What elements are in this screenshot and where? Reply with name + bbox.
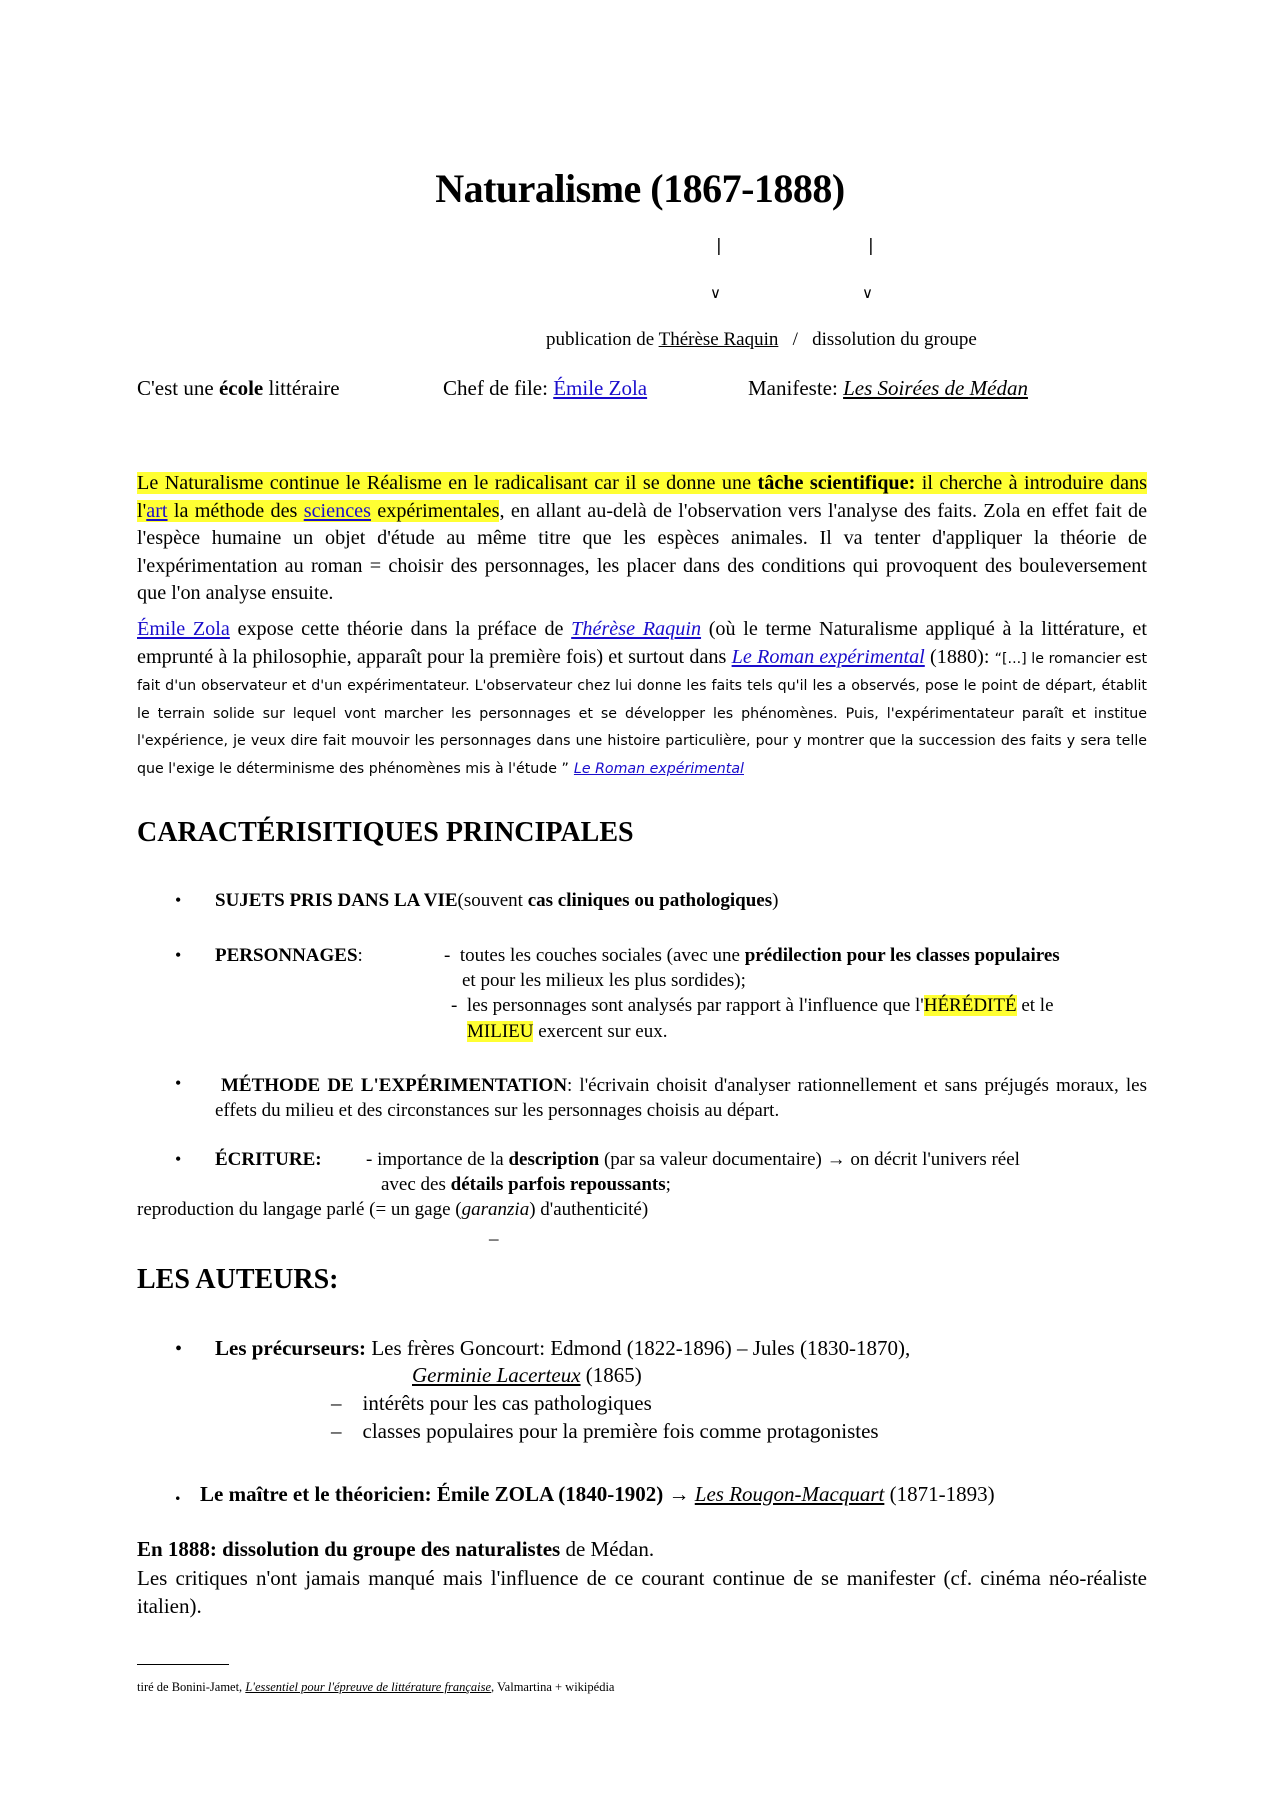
chief-name-link[interactable]: Émile Zola bbox=[553, 376, 648, 400]
intro-p2-c: (1880): bbox=[930, 645, 990, 668]
personnages-label bbox=[215, 945, 363, 967]
bullet-precurseurs: • bbox=[175, 1338, 183, 1360]
heredite-highlight: HÉRÉDITÉ bbox=[923, 995, 1017, 1016]
school-pre: C'est une bbox=[137, 376, 214, 400]
dash-b: – bbox=[331, 1419, 342, 1443]
timeline-caption bbox=[546, 329, 977, 351]
pers-l4-b: exercent sur eux. bbox=[538, 1021, 668, 1042]
germinie-year: (1865) bbox=[585, 1363, 642, 1387]
ecr-l1-b: (par sa valeur documentaire) → on décrit l'univers réel bbox=[603, 1149, 1020, 1170]
chief-label: Chef de file: bbox=[443, 376, 548, 400]
timeline-separator: / bbox=[792, 329, 798, 350]
dash-a: – bbox=[331, 1391, 342, 1415]
precurseurs-d1: intérêts pour les cas pathologiques bbox=[362, 1391, 652, 1415]
conclusion-text: Les critiques n'ont jamais manqué mais l'influence de ce courant continue de se manifester (cf. cinéma néo-réaliste italien). bbox=[137, 1566, 1147, 1618]
footnote bbox=[137, 1680, 614, 1695]
chief-info bbox=[443, 376, 647, 401]
ecriture-bold: ÉCRITURE: bbox=[215, 1149, 322, 1170]
ecriture-line-1 bbox=[366, 1149, 1020, 1171]
intro-highlight-1: Le Naturalisme continue le Réalisme en le radicalisant car il se donne une bbox=[137, 472, 752, 494]
conclusion-bold: En 1888: dissolution du groupe des naturalistes bbox=[137, 1537, 561, 1561]
manifesto-info bbox=[748, 376, 1028, 401]
footnote-rule bbox=[137, 1664, 229, 1665]
timeline-tick-1: | bbox=[716, 236, 722, 256]
master-bold: Le maître et le théoricien: Émile ZOLA (1840-1902) → bbox=[200, 1482, 690, 1506]
precurseurs-d2: classes populaires pour la première fois comme protagonistes bbox=[362, 1419, 879, 1443]
ecr-l1-a: - importance de la bbox=[366, 1149, 504, 1170]
precurseurs-text: Les frères Goncourt: Edmond (1822-1896) – Jules (1830-1870), bbox=[371, 1336, 911, 1360]
intro-p2-b: (où le terme Naturalisme appliqué à la littérature, et emprunté à la philosophie, apparaît pour la première fois) et surtout dans bbox=[137, 618, 1148, 668]
ecr-l3-a: reproduction du langage parlé (= un gage ( bbox=[137, 1199, 462, 1220]
roman-experimental-link[interactable]: Le Roman expérimental bbox=[731, 645, 925, 668]
precurseurs-work bbox=[412, 1363, 642, 1388]
bullet-ecriture: • bbox=[175, 1149, 182, 1169]
personnages-line-4 bbox=[467, 1021, 667, 1043]
conclusion-line-1 bbox=[137, 1537, 654, 1562]
intro-highlight-bold: tâche scientifique: bbox=[757, 472, 916, 494]
ecr-l3-italic: garanzia bbox=[461, 1199, 530, 1220]
quote-source-link[interactable]: Le Roman expérimental bbox=[573, 760, 744, 777]
sciences-link[interactable]: sciences bbox=[303, 499, 371, 522]
personnages-bold: PERSONNAGES bbox=[215, 945, 358, 966]
manifesto-label: Manifeste: bbox=[748, 376, 838, 400]
sujets-item bbox=[215, 890, 778, 912]
intro-paragraph-1 bbox=[137, 470, 1147, 608]
precurseurs-dash-1 bbox=[331, 1391, 652, 1416]
intro-highlight-4: expérimentales bbox=[377, 499, 500, 522]
manifesto-title: Les Soirées de Médan bbox=[843, 376, 1028, 400]
conclusion-rest: de Médan. bbox=[565, 1537, 655, 1561]
intro-highlight-3: la méthode des bbox=[173, 499, 298, 522]
zola-link[interactable]: Émile Zola bbox=[137, 618, 230, 640]
bullet-methode: • bbox=[175, 1073, 182, 1093]
zola-quote: “[...] le romancier est fait d'un observateur et d'un expérimentateur. L'observateur chez lui donne les faits tels qu'il les a observés, pose le point de départ, établit le terrain solide sur lequel vont marcher les personnages et se développer les phénomènes. Puis, l'expérimentateur paraît et institue l'expérience, je veux dire fait mouvoir les personnages dans une histoire particulière, pour y montrer que la succession des faits y sera telle que l'exige le déterminisme des phénomènes mis à l'étude ” bbox=[137, 650, 1148, 777]
precurseurs-dash-2 bbox=[331, 1419, 879, 1444]
raquin-link[interactable]: Thérèse Raquin bbox=[571, 618, 702, 640]
master-line bbox=[200, 1482, 995, 1507]
ecriture-label bbox=[215, 1149, 322, 1171]
methode-item bbox=[215, 1073, 1147, 1123]
rougon-title: Les Rougon-Macquart bbox=[694, 1482, 885, 1506]
footnote-suffix: , Valmartina + wikipédia bbox=[491, 1680, 615, 1694]
footnote-prefix: tiré de Bonini-Jamet, bbox=[137, 1680, 243, 1694]
dissolution-text: dissolution du groupe bbox=[812, 329, 977, 350]
precurseurs-bold: Les précurseurs: bbox=[215, 1336, 367, 1360]
dash-2: - bbox=[451, 995, 458, 1016]
intro-rest: , en allant au-delà de l'observation vers l'analyse des faits. Zola en effet fait de l'espèce humaine un objet d'étude au même titre que les espèces animales. Il va tenter d'appliquer la théorie de l'expérimentation au roman = choisir des personnages, les placer dans des conditions qui provoquent des bouleversement que l'on analyse ensuite. bbox=[137, 499, 1148, 604]
ecr-l2-bold: détails parfois repoussants bbox=[450, 1174, 666, 1195]
timeline-tick-2: | bbox=[868, 236, 874, 256]
germinie-title: Germinie Lacerteux bbox=[412, 1363, 581, 1387]
intro-p2-a: expose cette théorie dans la préface de bbox=[237, 618, 564, 640]
ecr-l2-b: ; bbox=[665, 1174, 671, 1195]
dash-1: - bbox=[444, 945, 451, 966]
school-bold: école bbox=[218, 376, 264, 400]
footnote-work: L'essentiel pour l'épreuve de littérature française bbox=[245, 1680, 492, 1694]
methode-bold: MÉTHODE DE L'EXPÉRIMENTATION bbox=[221, 1075, 568, 1096]
pers-l3-b: et le bbox=[1021, 995, 1054, 1016]
sujets-a: (souvent bbox=[457, 890, 523, 911]
precurseurs-line-1 bbox=[215, 1336, 910, 1361]
timeline-arrow-1: ∨ bbox=[710, 284, 721, 302]
art-link[interactable]: art bbox=[146, 499, 168, 522]
personnages-line-1 bbox=[444, 945, 1060, 967]
bullet-personnages: • bbox=[175, 945, 182, 965]
ecr-l3-b: ) d'authenticité) bbox=[529, 1199, 649, 1220]
intro-highlight-2: il cherche à introduire dans l' bbox=[137, 472, 1148, 522]
milieu-highlight: MILIEU bbox=[467, 1021, 534, 1042]
master-dot: . bbox=[175, 1480, 181, 1505]
pers-l1-a: toutes les couches sociales (avec une bbox=[459, 945, 740, 966]
methode-text: : l'écrivain choisit d'analyser rationnellement et sans préjugés moraux, les effets du milieu et des circonstances sur les personnages choisis au départ. bbox=[215, 1075, 1147, 1121]
ecriture-line-2 bbox=[381, 1174, 671, 1196]
bullet-sujets: • bbox=[175, 890, 182, 910]
ecr-l2-a: avec des bbox=[381, 1174, 446, 1195]
pers-l1-bold: prédilection pour les classes populaires bbox=[744, 945, 1060, 966]
rougon-year: (1871-1893) bbox=[889, 1482, 995, 1506]
page-title: Naturalisme (1867-1888) bbox=[435, 166, 845, 211]
authors-heading: LES AUTEURS: bbox=[137, 1264, 339, 1295]
stray-mark: _ bbox=[489, 1222, 499, 1243]
characteristics-heading: CARACTÉRISITIQUES PRINCIPALES bbox=[137, 817, 634, 848]
ecriture-line-3 bbox=[137, 1199, 648, 1221]
sujets-bold: SUJETS PRIS DANS LA VIE bbox=[215, 890, 458, 911]
school-post: littéraire bbox=[268, 376, 340, 400]
pers-l2: et pour les milieux les plus sordides); bbox=[462, 970, 746, 991]
conclusion-paragraph bbox=[137, 1564, 1147, 1620]
intro-paragraph-2 bbox=[137, 616, 1147, 783]
sujets-bold2: cas cliniques ou pathologiques bbox=[527, 890, 773, 911]
personnages-line-2 bbox=[462, 970, 746, 992]
timeline-arrow-2: ∨ bbox=[862, 284, 873, 302]
pers-l3-a: les personnages sont analysés par rapport à l'influence que l' bbox=[466, 995, 924, 1016]
ecr-l1-bold: description bbox=[508, 1149, 600, 1170]
sujets-b: ) bbox=[772, 890, 779, 911]
school-info bbox=[137, 376, 340, 401]
personnages-colon: : bbox=[357, 945, 363, 966]
publication-prefix: publication de bbox=[546, 329, 655, 350]
publication-work: Thérèse Raquin bbox=[658, 329, 779, 350]
personnages-line-3 bbox=[451, 995, 1054, 1017]
